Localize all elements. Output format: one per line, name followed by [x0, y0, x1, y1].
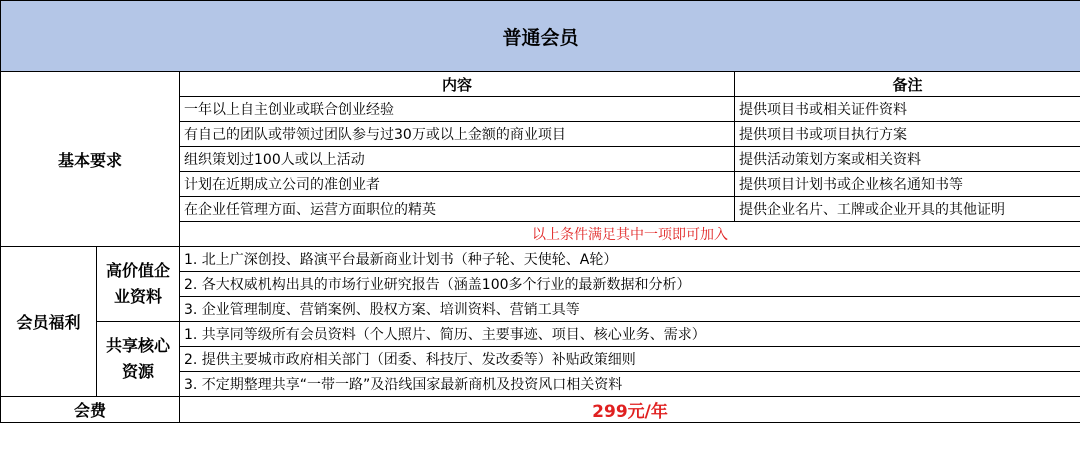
basic-requirements-label: 基本要求	[1, 72, 180, 247]
content-header: 内容	[180, 72, 735, 97]
requirement-note: 提供项目计划书或企业核名通知书等	[735, 172, 1080, 197]
benefit-item: 2. 各大权威机构出具的市场行业研究报告（涵盖100多个行业的最新数据和分析）	[180, 272, 1080, 297]
page-title: 普通会员	[1, 1, 1080, 72]
benefit-item: 1. 共享同等级所有会员资料（个人照片、简历、主要事迹、项目、核心业务、需求）	[180, 322, 1080, 347]
member-benefits-label: 会员福利	[1, 247, 97, 397]
requirement-note: 提供项目书或项目执行方案	[735, 122, 1080, 147]
requirement-content: 有自己的团队或带领过团队参与过30万或以上金额的商业项目	[180, 122, 735, 147]
fee-label: 会费	[1, 397, 180, 423]
condition-note: 以上条件满足其中一项即可加入	[180, 222, 1080, 247]
requirement-note: 提供项目书或相关证件资料	[735, 97, 1080, 122]
benefit-item: 2. 提供主要城市政府相关部门（团委、科技厅、发改委等）补贴政策细则	[180, 347, 1080, 372]
requirement-content: 在企业任管理方面、运营方面职位的精英	[180, 197, 735, 222]
note-header: 备注	[735, 72, 1080, 97]
benefit-item: 3. 企业管理制度、营销案例、股权方案、培训资料、营销工具等	[180, 297, 1080, 322]
requirement-content: 组织策划过100人或以上活动	[180, 147, 735, 172]
requirement-content: 计划在近期成立公司的准创业者	[180, 172, 735, 197]
requirement-note: 提供活动策划方案或相关资料	[735, 147, 1080, 172]
fee-value: 299元/年	[180, 397, 1080, 423]
requirement-content: 一年以上自主创业或联合创业经验	[180, 97, 735, 122]
benefit-item: 3. 不定期整理共享“一带一路”及沿线国家最新商机及投资风口相关资料	[180, 372, 1080, 397]
enterprise-data-label: 高价值企业资料	[97, 247, 180, 322]
requirement-note: 提供企业名片、工牌或企业开具的其他证明	[735, 197, 1080, 222]
benefit-item: 1. 北上广深创投、路演平台最新商业计划书（种子轮、天使轮、A轮）	[180, 247, 1080, 272]
shared-resources-label: 共享核心资源	[97, 322, 180, 397]
